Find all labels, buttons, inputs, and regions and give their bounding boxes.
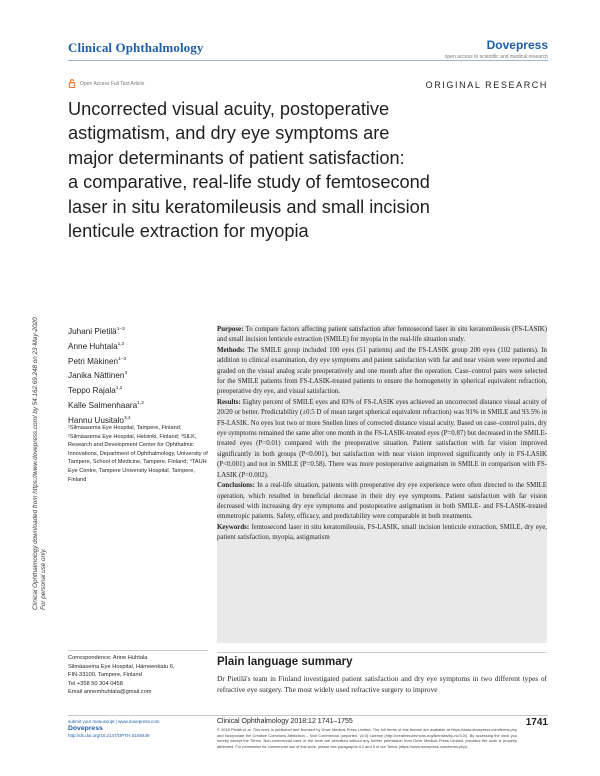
abstract-results: Results: Eighty percent of SMILE eyes and 83% of FS-LASIK eyes achieved an uncorrected distance visual acuity of 20/20 or better. Predictability (±0.5 D of mean target spherical equivalent refraction) was 91% in SMILE and 93.5% in FS-LASIK. No eyes lost two or more Snellen lines of corrected distance visual acuity. Based on case–control pairs, dry eye symptoms remained the same after one month in the FS-LASIK-treated eyes (P=0.87) but decreased in the SMILE-treated eyes (P=0.01) compared with the preoperative situation. Patient satisfaction with far vision improved significantly in both groups (P<0.001), but satisfaction with near vision improved significantly only in FS-LASIK (P<0.001) and not in SMILE (P=0.58). There was more postoperative astigmatism in SMILE in comparison with FS-LASIK (P=0.002). bbox=[217, 398, 547, 479]
abstract-text bbox=[217, 325, 547, 544]
publisher-logo[interactable] bbox=[445, 38, 548, 60]
author-affiliation-mark: 1–3 bbox=[118, 356, 127, 362]
plain-language-text: Dr Pietilä's team in Finland investigated patient satisfaction and dry eye symptoms in two different types of refractive eye surgery. The most widely used refractive surgery to improve bbox=[217, 674, 547, 695]
abstract-label: Purpose: bbox=[217, 326, 244, 333]
title-line: lenticule extraction for myopia bbox=[68, 221, 309, 242]
doi-link[interactable]: http://dx.doi.org/10.2147/OPTH.S168449 bbox=[68, 733, 150, 738]
header-divider bbox=[68, 60, 548, 61]
author-name[interactable]: Anne Huhtala bbox=[68, 341, 118, 351]
correspondence-email[interactable]: Email annemhuhtala@gmail.com bbox=[68, 689, 152, 696]
article-title bbox=[68, 97, 558, 243]
affiliations: ¹Silmäasema Eye Hospital, Tampere, Finland; ²Silmäasema Eye Hospital, Helsinki, Finland; ³SILK, Research and Development Center for Ophthalmic Innovations, Department of Ophthalmology, University of Tampere, School of Medicine, Tampere, Finland; ⁴TAUH Eye Centre, Tampere University Hospital, Tampere, Finland bbox=[68, 425, 208, 483]
author-name[interactable]: Janika Nättinen bbox=[68, 371, 125, 381]
author-affiliation-mark: 1–3 bbox=[116, 327, 125, 332]
abstract-box bbox=[217, 325, 547, 643]
title-line: astigmatism, and dry eye symptoms are bbox=[68, 123, 390, 144]
plain-language-divider bbox=[217, 652, 547, 653]
submit-manuscript-link[interactable]: submit your manuscript | www.dovepress.com bbox=[68, 719, 160, 724]
open-access-icon bbox=[68, 79, 76, 88]
footer-citation-block bbox=[217, 718, 517, 749]
author-affiliation-mark: 3,4 bbox=[123, 415, 131, 421]
author bbox=[68, 383, 144, 398]
article-type: ORIGINAL RESEARCH bbox=[425, 80, 548, 90]
author bbox=[68, 339, 144, 354]
abstract-methods: Methods: The SMILE group included 100 eyes (51 patients) and the FS-LASIK group 200 eyes (102 patients). In addition to clinical examination, dry eye symptoms and patient satisfaction with far and near vision were reported and graded on the visual analog scale preoperatively and one month after the operation. Case–control pairs were selected for the SMILE patients from FS-LASIK-treated patients to ensure the homogeneity in spherical equivalent refraction, preoperative dry eye, and visual satisfaction. bbox=[217, 346, 547, 396]
open-access-text: Open Access Full Text Article bbox=[80, 80, 145, 87]
correspondence-tel: Tel +358 50 304 0458 bbox=[68, 680, 123, 687]
license-text: © 2018 Pietilä et al. This work is published and licensed by Dove Medical Press Limited. The full terms of this license are available at https://www.dovepress.com/terms.php and incorporate the Creative Commons Attribution – Non Commercial (unported, v3.0) License (http://creativecommons.org/licenses/by-nc/3.0/). By accessing the work you hereby accept the Terms. Non-commercial uses of the work are permitted without any further permission from Dove Medical Press Limited, provided the work is properly attributed. For permission for commercial use of this work, please see paragraphs 4.2 and 5 of our Terms (https://www.dovepress.com/terms.php). bbox=[217, 727, 517, 749]
download-notice bbox=[4, 160, 48, 610]
author-name[interactable]: Kalle Salmenhaara bbox=[68, 400, 138, 410]
author-list bbox=[68, 324, 144, 428]
citation: Clinical Ophthalmology 2018:12 1741–1755 bbox=[217, 718, 353, 725]
author-name[interactable]: Hannu Uusitalo bbox=[68, 415, 124, 425]
publisher-name: Dovepress bbox=[486, 38, 548, 52]
abstract-keywords: Keywords: femtosecond laser in situ keratomileusis, FS-LASIK, small incision lenticule extraction, SMILE, dry eye, patient satisfaction, myopia, astigmatism bbox=[217, 523, 547, 542]
author bbox=[68, 398, 144, 413]
footer-divider bbox=[68, 715, 548, 716]
author-affiliation-mark: 3 bbox=[124, 371, 128, 377]
author bbox=[68, 368, 144, 383]
title-line: laser in situ keratomileusis and small incision bbox=[68, 196, 430, 217]
download-notice-line: For personal use only. bbox=[40, 548, 47, 610]
abstract-label: Conclusions: bbox=[217, 482, 255, 490]
abstract-label: Results: bbox=[217, 398, 241, 406]
author bbox=[68, 324, 144, 339]
abstract-purpose: Purpose: To compare factors affecting patient satisfaction after femtosecond laser in situ keratomileusis (FS-LASIK) and small incision lenticule extraction (SMILE) for myopia in the real-life situation study. bbox=[217, 326, 547, 344]
author-affiliation-mark: 1,2 bbox=[137, 400, 144, 406]
title-line: Uncorrected visual acuity, postoperative bbox=[68, 99, 390, 119]
abstract-conclusions: Conclusions: In a real-life situation, patients with preoperative dry eye experience were often directed to the SMILE operation, which resulted in beneficial decrease in their dry eye symptoms. Patient satisfaction with far vision decreased with increasing dry eye symptoms and postoperative astigmatism in both SMILE- and FS-LASIK-treated emmetropic patients. Safety, efficacy, and predictability were comparable in both treatments. bbox=[217, 482, 547, 521]
author bbox=[68, 354, 144, 369]
author-affiliation-mark: 1,2 bbox=[115, 386, 123, 392]
page-number: 1741 bbox=[525, 717, 548, 728]
correspondence bbox=[68, 654, 218, 697]
correspondence-divider bbox=[68, 650, 208, 651]
author-name[interactable]: Petri Mäkinen bbox=[68, 356, 119, 366]
publisher-tagline: open access to scientific and medical research bbox=[444, 54, 548, 60]
author-name[interactable]: Teppo Rajala bbox=[68, 386, 116, 396]
author-affiliation-mark: 1,2 bbox=[117, 341, 125, 347]
open-access-label bbox=[68, 79, 144, 88]
plain-language-heading: Plain language summary bbox=[217, 656, 353, 668]
journal-name: Clinical Ophthalmology bbox=[68, 40, 204, 55]
title-line: major determinants of patient satisfaction: bbox=[68, 147, 405, 168]
download-notice-line: Clinical Ophthalmology downloaded from https://www.dovepress.com/ by 54.162.69.248 on 23-May-2020 bbox=[32, 317, 39, 610]
footer-submit-block bbox=[68, 718, 203, 739]
abstract-label: Keywords: bbox=[217, 523, 250, 531]
abstract-label: Methods: bbox=[217, 346, 245, 354]
author-name[interactable]: Juhani Pietilä bbox=[68, 327, 117, 336]
title-line: a comparative, real-life study of femtosecond bbox=[68, 172, 430, 193]
correspondence-address: FIN-33100, Tampere, Finland bbox=[68, 672, 142, 679]
correspondence-address: Silmäasema Eye Hospital, Hämeenkatu 6, bbox=[68, 663, 175, 670]
footer-publisher-logo[interactable]: Dovepress bbox=[68, 725, 103, 732]
correspondence-label: Correspondence: Anne Huhtala bbox=[68, 655, 148, 661]
download-notice-text bbox=[32, 160, 48, 610]
